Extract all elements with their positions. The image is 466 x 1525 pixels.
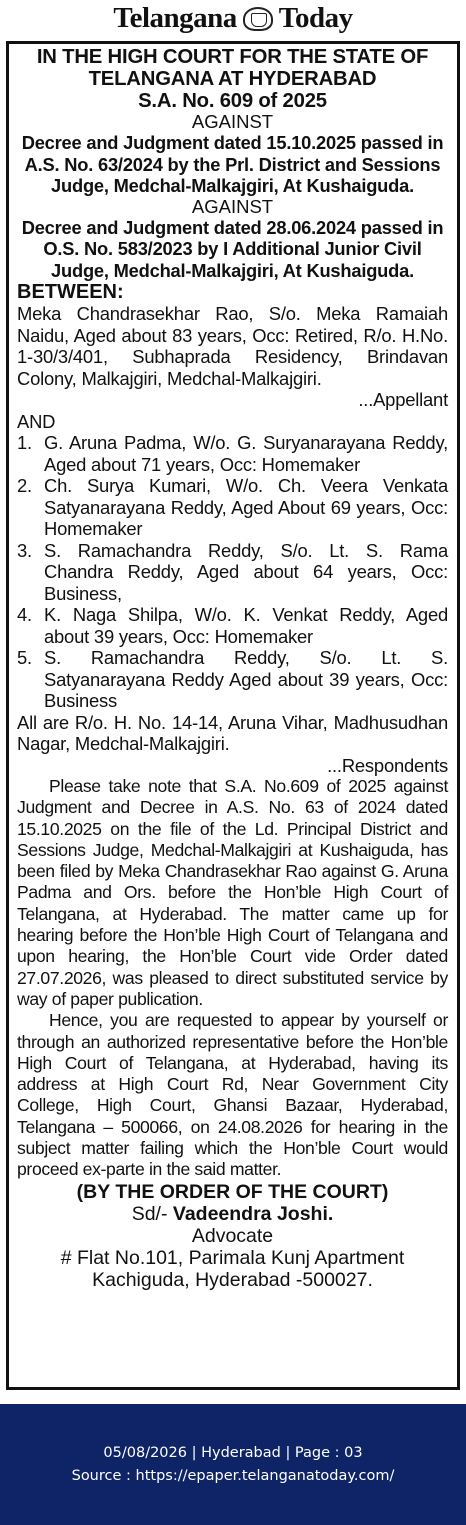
footer-source-line: Source : https://epaper.telanganatoday.com/ [71,1468,395,1484]
respondent-number: 5. [17,647,32,668]
signature-line [17,1203,448,1225]
footer-date-line: 05/08/2026 | Hyderabad | Page : 03 [103,1445,363,1461]
respondent-number: 1. [17,432,32,453]
legal-notice [6,41,460,1390]
court-line-2: TELANGANA AT HYDERABAD [88,68,377,90]
respondent-text: Ch. Surya Kumari, W/o. Ch. Veera Venkata Satyanarayana Reddy, Aged About 69 years, Occ: Homemaker [44,475,448,539]
list-item [17,604,448,647]
respondent-text: S. Ramachandra Reddy, S/o. Lt. S. Rama Chandra Reddy, Aged about 64 years, Occ: Business, [44,539,448,604]
decree-1: Decree and Judgment dated 15.10.2025 passed in A.S. No. 63/2024 by the Prl. District and Sessions Judge, Medchal-Malkajgiri, At Kushaiguda. [21,132,444,196]
respondent-number: 4. [17,604,32,625]
against-2: AGAINST [191,195,274,217]
respondents-label: ...Respondents [327,754,448,776]
between-heading: BETWEEN: [17,281,124,303]
masthead [0,0,466,40]
masthead-logo [113,2,352,35]
respondent-text: S. Ramachandra Reddy, S/o. Lt. S. Satyanarayana Reddy Aged about 39 years, Occ: Business [44,647,448,711]
list-item [17,540,448,605]
appellant-details: Meka Chandrasekhar Rao, S/o. Meka Ramaiah Naidu, Aged about 83 years, Occ: Retired, R/o. H.No. 1-30/3/401, Subhaprada Residency, Brindavan Colony, Malkajgiri, Medchal-Malkajgiri. [17,303,448,389]
masthead-left: Telangana [113,2,237,34]
masthead-right: Today [278,2,353,34]
respondent-text: K. Naga Shilpa, W/o. K. Venkat Reddy, Aged about 39 years, Occ: Homemaker [44,604,448,647]
address-line-2: Kachiguda, Hyderabad -500027. [92,1268,373,1291]
decree-2: Decree and Judgment dated 28.06.2024 passed in O.S. No. 583/2023 by I Additional Junior Civil Judge, Medchal-Malkajgiri, At Kushaiguda. [21,216,444,281]
court-order-line: (BY THE ORDER OF THE COURT) [76,1180,389,1203]
list-item [17,475,448,540]
case-number: S.A. No. 609 of 2025 [138,90,327,112]
address-line-1: # Flat No.101, Parimala Kunj Apartment [60,1246,405,1269]
respondent-list [17,432,448,712]
source-footer [0,1404,466,1525]
respondent-text: G. Aruna Padma, W/o. G. Suryanarayana Reddy, Aged about 71 years, Occ: Homemaker [44,432,448,475]
notice-paragraph-1: Please take note that S.A. No.609 of 2025 against Judgment and Decree in A.S. No. 63 of 2024 dated 15.10.2025 on the file of the Ld. Principal District and Sessions Judge, Medchal-Malkajgiri at Kushaiguda, has been filed by Meka Chandrasekhar Rao against G. Aruna Padma and Ors. before the Hon’ble High Court of Telangana, at Hyderabad. The matter came up for hearing before the Hon’ble High Court of Telangana and upon hearing, the Hon’ble Court vide Order dated 27.07.2026, was pleased to direct substituted service by way of paper publication. [17,776,448,1009]
notice-paragraph-2: Hence, you are requested to appear by yourself or through an authorized representative before the Hon’ble High Court of Telangana, at Hyderabad, having its address at High Court Rd, Near Government City College, High Court, Ghansi Bazaar, Hyderabad, Telangana – 500066, on 24.08.2026 for hearing in the subject matter failing which the Hon’ble Court would proceed ex-parte in the said matter. [17,1010,448,1180]
respondent-number: 2. [17,475,32,496]
and-separator: AND [17,410,56,432]
signature-prefix: Sd/- [131,1202,168,1225]
against-1: AGAINST [191,111,274,132]
court-line-1: IN THE HIGH COURT FOR THE STATE OF [36,46,429,68]
designation: Advocate [191,1224,274,1247]
list-item [17,647,448,712]
list-item [17,432,448,475]
state-emblem-icon [243,7,273,31]
advocate-name: Vadeendra Joshi. [172,1202,334,1225]
respondent-number: 3. [17,539,32,561]
appellant-label: ...Appellant [358,389,448,410]
residence-details: All are R/o. H. No. 14-14, Aruna Vihar, Madhusudhan Nagar, Medchal-Malkajgiri. [17,711,448,754]
